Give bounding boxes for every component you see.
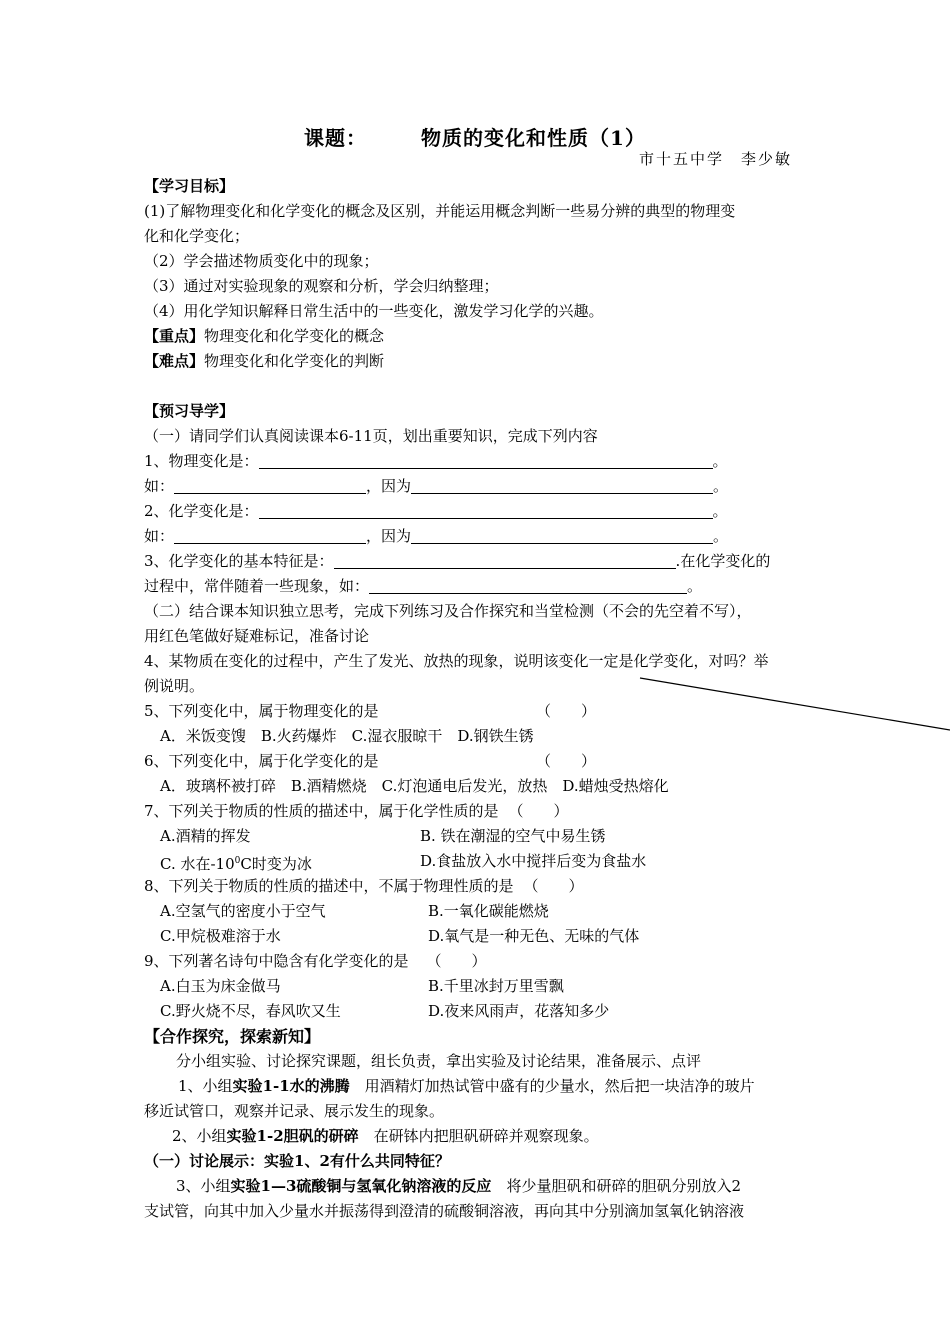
because-label: ，因为 [366, 477, 412, 495]
question-9-answer-paren[interactable]: （ ） [426, 952, 487, 970]
question-6-options: A．玻璃杯被打碎 B.酒精燃烧 C.灯泡通电后发光，放热 D.蜡烛受热熔化 [160, 777, 669, 795]
q3-tail: .在化学变化的 [675, 552, 771, 570]
q3-line [144, 549, 812, 574]
question-8-option-b: B.一氧化碳能燃烧 [428, 902, 549, 920]
question-9-stem: 9、下列著名诗句中隐含有化学变化的是 [144, 952, 409, 970]
question-9-options-row-1 [144, 974, 828, 999]
question-9-option-b: B.千里冰封万里雪飘 [428, 977, 564, 995]
option-c-text: C. 水在-10 [160, 855, 235, 873]
question-8-stem: 8、下列关于物质的性质的描述中，不属于物理性质的是 [144, 877, 514, 895]
q3-label: 3、化学变化的基本特征是： [144, 552, 334, 570]
q3-phenomena-blank[interactable] [369, 576, 687, 594]
objective-1-cont: 化和化学变化； [144, 227, 250, 245]
question-5-answer-paren[interactable]: （ ） [536, 702, 597, 720]
question-9-options-row-2 [144, 999, 828, 1024]
experiment-1-2-title: 实验1-2胆矾的研碎 [226, 1127, 359, 1145]
objective-4: （4）用化学知识解释日常生活中的一些变化，激发学习化学的兴趣。 [144, 302, 604, 320]
experiment-1-1-title: 实验1-1水的沸腾 [232, 1077, 350, 1095]
coop-intro: 分小组实验、讨论探究课题，组长负责，拿出实验及讨论结果，准备展示、点评 [176, 1052, 702, 1070]
q1-line [144, 449, 812, 474]
preview-heading: 【预习导学】 [144, 402, 235, 420]
title-label: 课题： [304, 126, 368, 150]
group-1-line [144, 1074, 846, 1099]
key-label: 【重点】 [144, 327, 205, 345]
difficulty-point [144, 349, 812, 374]
q1-example-blank[interactable] [174, 476, 366, 494]
question-6-stem: 6、下列变化中，属于化学变化的是 [144, 752, 379, 770]
q2-example-line [144, 524, 812, 549]
q4-line-1: 4、某物质在变化的过程中，产生了发光、放热的现象，说明该变化一定是化学变化，对吗？举 [144, 652, 769, 670]
key-text: 物理变化和化学变化的概念 [204, 327, 385, 345]
question-7-option-a: A.酒精的挥发 [160, 827, 251, 845]
q1-label: 1、物理变化是： [144, 452, 259, 470]
question-7-options-row-1 [144, 824, 828, 849]
q2-label: 2、化学变化是： [144, 502, 259, 520]
objective-2: （2）学会描述物质变化中的现象； [144, 252, 379, 270]
group-1-cont: 移近试管口，观察并记录、展示发生的现象。 [144, 1102, 445, 1120]
group-3-cont: 支试管，向其中加入少量水并振荡得到澄清的硫酸铜溶液，再向其中分别滴加氢氧化钠溶液 [144, 1202, 745, 1220]
question-6 [144, 749, 812, 774]
question-8-option-a: A.空氢气的密度小于空气 [160, 902, 326, 920]
group-2-line [144, 1124, 840, 1149]
q1-blank[interactable] [259, 451, 713, 469]
question-5 [144, 699, 812, 724]
difficulty-label: 【难点】 [144, 352, 205, 370]
q1-example-line [144, 474, 812, 499]
q2-example-blank[interactable] [174, 526, 366, 544]
objectives-heading: 【学习目标】 [144, 177, 235, 195]
q1-reason-blank[interactable] [411, 476, 713, 494]
question-7-option-b: B. 铁在潮湿的空气中易生锈 [420, 827, 606, 845]
question-8-answer-paren[interactable]: （ ） [523, 877, 584, 895]
degree-sup: 0 [234, 856, 241, 866]
period: 。 [712, 452, 728, 470]
group-3-line [144, 1174, 844, 1199]
eg-label: 如： [144, 527, 175, 545]
group-2-prefix: 2、小组 [172, 1127, 227, 1145]
part2-line-2: 用红色笔做好疑难标记，准备讨论 [144, 627, 370, 645]
question-7-option-c [160, 855, 312, 873]
period: 。 [712, 502, 728, 520]
option-c-tail: C时变为冰 [240, 855, 312, 873]
q3-cont-label: 过程中，常伴随着一些现象，如： [144, 577, 370, 595]
period: 。 [687, 577, 703, 595]
question-7-options-row-2 [144, 849, 828, 877]
question-7-stem: 7、下列关于物质的性质的描述中，属于化学性质的是 [144, 802, 499, 820]
difficulty-text: 物理变化和化学变化的判断 [204, 352, 385, 370]
question-5-stem: 5、下列变化中，属于物理变化的是 [144, 702, 379, 720]
question-7 [144, 799, 812, 824]
title-text: 物质的变化和性质（1） [421, 126, 646, 150]
q2-reason-blank[interactable] [411, 526, 713, 544]
question-8 [144, 874, 812, 899]
question-5-options: A．米饭变馊 B.火药爆炸 C.湿衣服晾干 D.钢铁生锈 [160, 727, 534, 745]
period: 。 [713, 527, 729, 545]
group-3-prefix: 3、小组 [176, 1177, 231, 1195]
group-3-text: 将少量胆矾和研碎的胆矾分别放入2 [491, 1177, 741, 1195]
because-label: ，因为 [366, 527, 412, 545]
key-point [144, 324, 812, 349]
q2-blank[interactable] [259, 501, 713, 519]
question-9-option-c: C.野火烧不尽，春风吹又生 [160, 1002, 341, 1020]
q4-line-2: 例说明。 [144, 677, 205, 695]
question-8-options-row-1 [144, 899, 828, 924]
objective-1: (1)了解物理变化和化学变化的概念及区别，并能运用概念判断一些易分辨的典型的物理变 [144, 202, 736, 220]
group-1-prefix: 1、小组 [178, 1077, 233, 1095]
question-9-option-a: A.白玉为床金做马 [160, 977, 281, 995]
coop-heading: 【合作探究，探索新知】 [144, 1027, 321, 1046]
q3-cont-line [144, 574, 812, 599]
discussion-heading: （一）讨论展示：实验1、2有什么共同特征？ [144, 1152, 450, 1170]
eg-label: 如： [144, 477, 175, 495]
question-8-option-c: C.甲烷极难溶于水 [160, 927, 281, 945]
question-9 [144, 949, 812, 974]
period: 。 [713, 477, 729, 495]
question-6-answer-paren[interactable]: （ ） [536, 752, 597, 770]
page-title [0, 122, 950, 151]
question-9-option-d: D.夜来风雨声，花落知多少 [428, 1002, 610, 1020]
preview-intro: （一）请同学们认真阅读课本6-11页，划出重要知识，完成下列内容 [144, 427, 598, 445]
question-8-options-row-2 [144, 924, 828, 949]
experiment-1-3-title: 实验1—3硫酸铜与氢氧化钠溶液的反应 [230, 1177, 492, 1195]
group-1-text: 用酒精灯加热试管中盛有的少量水，然后把一块洁净的玻片 [349, 1077, 755, 1095]
q2-line [144, 499, 812, 524]
group-2-text: 在研钵内把胆矾研碎并观察现象。 [358, 1127, 599, 1145]
objective-3: （3）通过对实验现象的观察和分析，学会归纳整理； [144, 277, 499, 295]
question-7-answer-paren[interactable]: （ ） [508, 802, 569, 820]
question-7-option-d: D.食盐放入水中搅拌后变为食盐水 [420, 852, 647, 870]
question-8-option-d: D.氧气是一种无色、无味的气体 [428, 927, 640, 945]
part2-line-1: （二）结合课本知识独立思考，完成下列练习及合作探究和当堂检测（不会的先空着不写）， [144, 602, 752, 620]
q3-blank[interactable] [334, 551, 676, 569]
author: 市十五中学 李少敏 [638, 150, 792, 168]
